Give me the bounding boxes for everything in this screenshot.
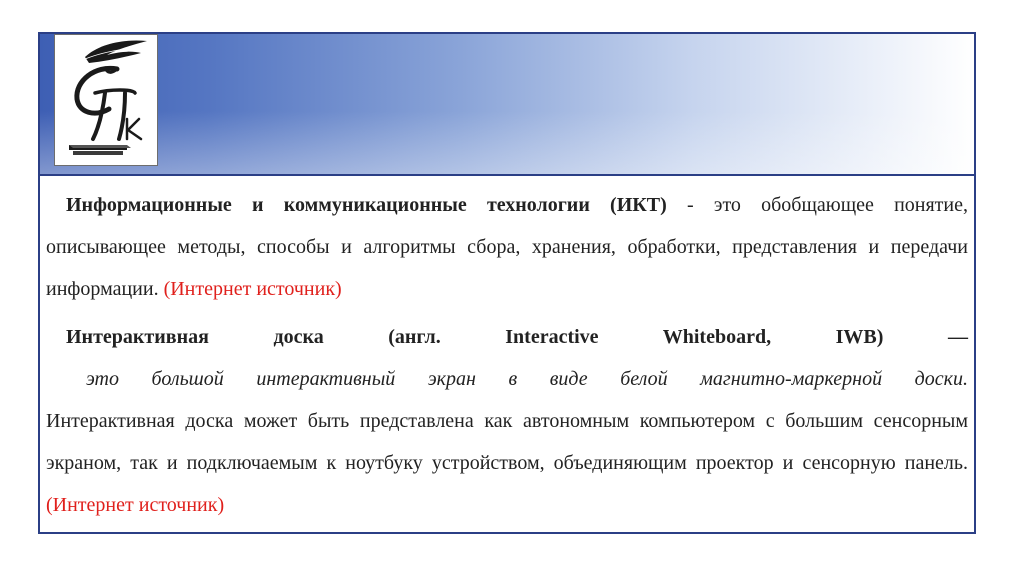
body-iwb xyxy=(46,400,968,526)
paragraph-ict xyxy=(46,184,968,310)
source-link[interactable]: (Интернет источник) xyxy=(163,278,342,300)
term-ict: Информационные и коммуникационные технологии (ИКТ) xyxy=(66,194,667,216)
slide-content xyxy=(46,184,968,526)
slide-frame xyxy=(38,32,976,534)
header-banner xyxy=(40,34,974,174)
source-link[interactable]: (Интернет источник) xyxy=(46,494,225,516)
header-divider xyxy=(40,174,974,176)
paragraph-iwb xyxy=(46,316,968,526)
definition-ict: - это обобщающее понятие, описывающее методы, способы и алгоритмы сбора, хранения, обработки, представления и передачи информации. xyxy=(46,194,968,300)
body-iwb-text: Интерактивная доска может быть представлена как автономным компьютером с большим сенсорным экраном, так и подключаемым к ноутбуку устройством, объединяющим проектор и сенсорную панель. xyxy=(46,410,968,474)
quill-monogram-logo-icon xyxy=(55,35,157,165)
logo xyxy=(54,34,158,166)
term-iwb: Интерактивная доска (англ. Interactive Whiteboard, IWB) — xyxy=(66,326,968,348)
definition-iwb: это большой интерактивный экран в виде белой магнитно-маркерной доски. xyxy=(86,368,968,390)
